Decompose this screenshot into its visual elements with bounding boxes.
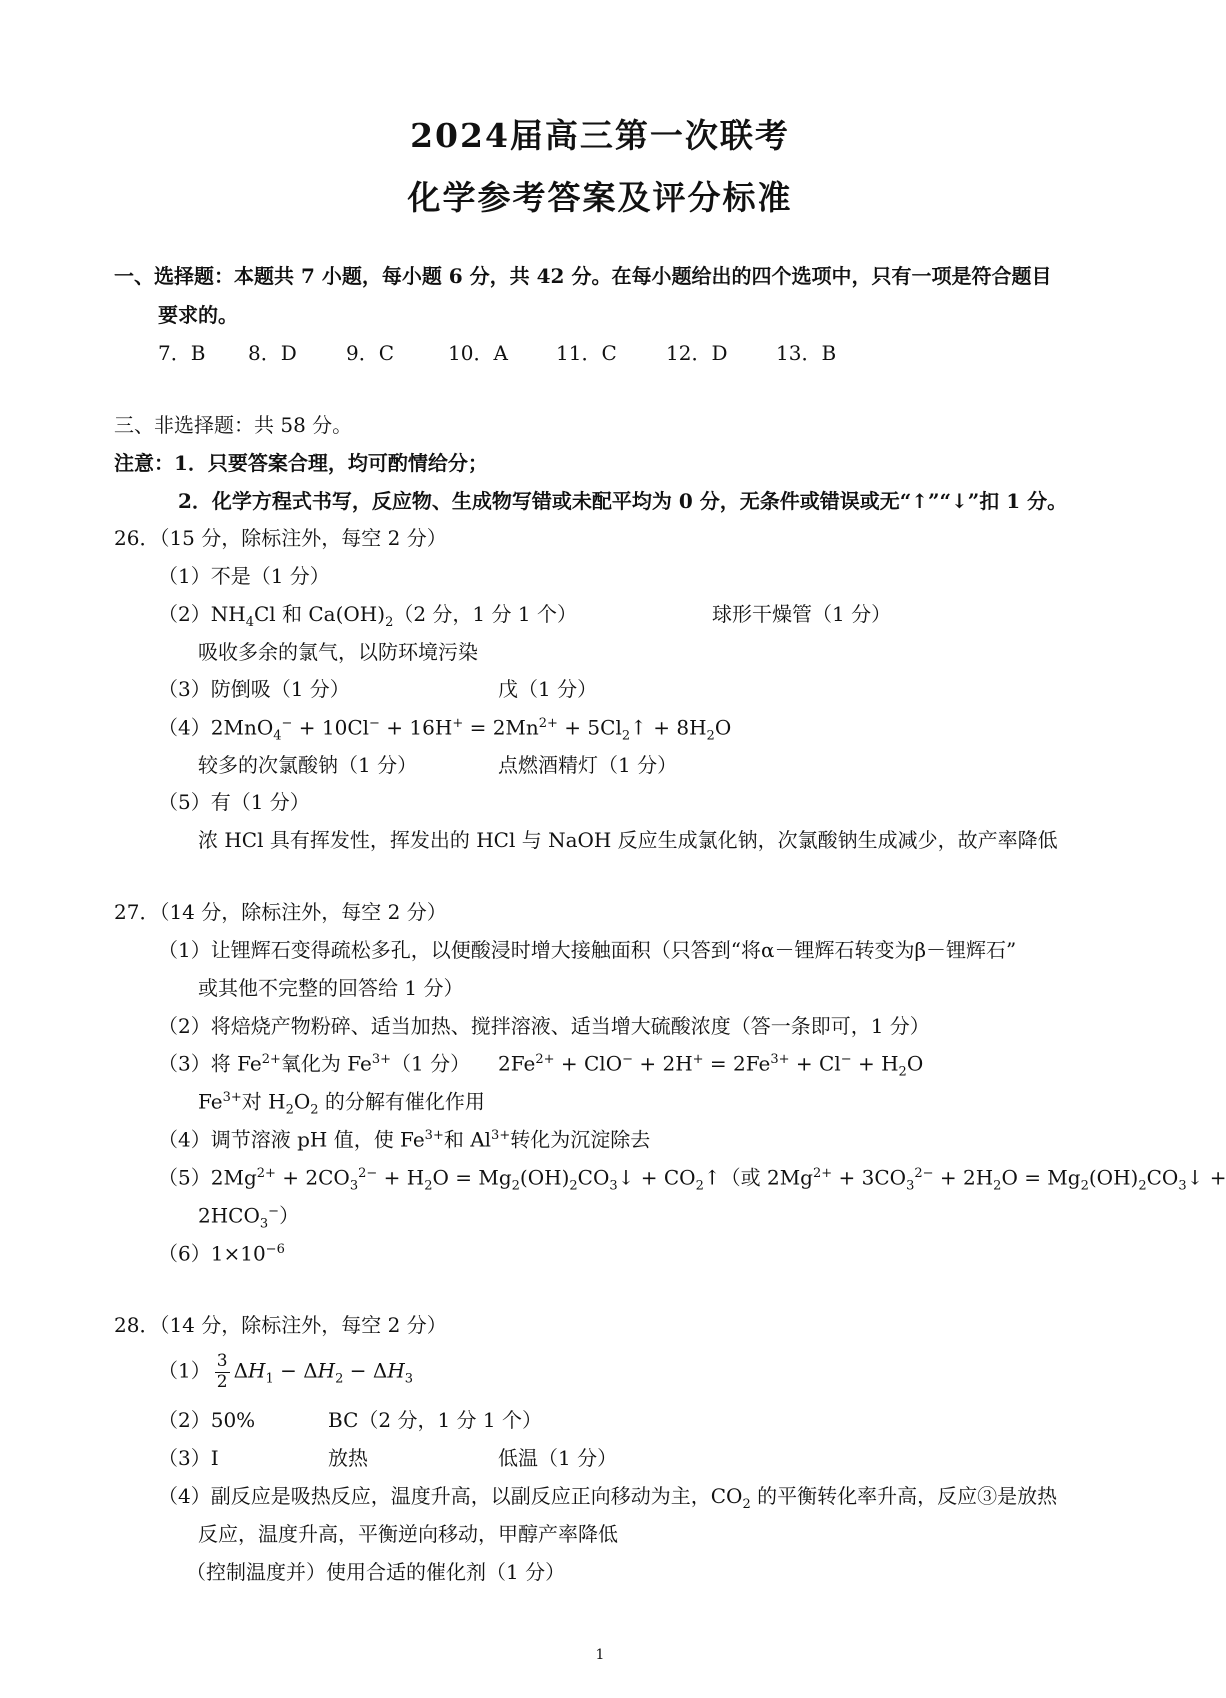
q26-answer-5a: （5）有（1 分） xyxy=(158,790,310,814)
q28-answer-2a: （2）50% xyxy=(158,1408,256,1432)
q26-answer-4c: 点燃酒精灯（1 分） xyxy=(498,753,678,777)
q26-answer-5b: 浓 HCl 具有挥发性，挥发出的 HCl 与 NaOH 反应生成氯化钠，次氯酸钠生成减少，故产率降低 xyxy=(198,828,1058,852)
page-number: 1 xyxy=(595,1647,605,1663)
mcq-answers xyxy=(158,343,836,363)
mcq-answer-8: 8．D xyxy=(248,341,297,365)
q26-header: 26．（15 分，除标注外，每空 2 分） xyxy=(114,526,447,550)
mcq-answer-9: 9．C xyxy=(346,341,395,365)
q26-answer-3a: （3）防倒吸（1 分） xyxy=(158,677,350,701)
q28-header: 28．（14 分，除标注外，每空 2 分） xyxy=(114,1313,447,1337)
mcq-answer-11: 11．C xyxy=(556,341,617,365)
q27-answer-2: （2）将焙烧产物粉碎、适当加热、搅拌溶液、适当增大硫酸浓度（答一条即可，1 分） xyxy=(158,1014,930,1038)
q27-answer-3c: $Fe^{3+}$对 $H_2O_2$ 的分解有催化作用 xyxy=(198,1089,485,1118)
mcq-answer-12: 12．D xyxy=(666,341,728,365)
note-1: 注意：1．只要答案合理，均可酌情给分； xyxy=(114,451,488,475)
mcq-answer-13: 13．B xyxy=(776,341,837,365)
q28-answer-4-method: （控制温度并）使用合适的催化剂（1 分） xyxy=(186,1560,566,1584)
q27-answer-6: $(6)1\times 10^{-6}$ xyxy=(158,1241,285,1266)
mcq-answer-7: 7．B xyxy=(158,341,206,365)
q28-answer-3c: 低温（1 分） xyxy=(498,1446,618,1470)
q28-answer-1: （1） $\frac{3}{2}$ $\Delta H_1 - \Delta H_2 - \Delta H_3$ xyxy=(158,1351,414,1392)
q26-answer-4b: 较多的次氯酸钠（1 分） xyxy=(198,753,418,777)
q26-answer-1: （1）不是（1 分） xyxy=(158,564,330,588)
q27-answer-3a: （3）将 $Fe^{2+}$氧化为 $Fe^{3+}(1$ 分） xyxy=(158,1051,471,1076)
q27-answer-1: （1）让锂辉石变得疏松多孔，以便酸浸时增大接触面积（只答到“将α－锂辉石转变为β－锂辉石” xyxy=(158,938,1017,962)
q28-answer-3b: 放热 xyxy=(328,1446,368,1470)
q26-answer-2: $(2)NH_4Cl$ 和 $Ca(OH)_2(2$ 分，1 分 1 个） xyxy=(158,602,577,630)
q26-answer-4-equation: $(4)2MnO_4^- + 10Cl^- + 16H^+ = 2Mn^{2+}$ + $5Cl_2↑ + 8H_2O$ xyxy=(158,715,732,744)
q27-answer-3-equation: $2Fe^{2+} + ClO^- + 2H^+ = 2Fe^{3+} + Cl^- + H_2O$ xyxy=(498,1051,924,1080)
mcq-answer-10: 10．A xyxy=(448,341,508,365)
section1-instructions-cont: 要求的。 xyxy=(158,303,238,327)
q28-answer-4: （4）副反应是吸热反应，温度升高，以副反应正向移动为主，$CO_2$ 的平衡转化率升高，反应③是放热 xyxy=(158,1484,1058,1512)
q27-answer-4: （4）调节溶液 pH 值，使 $Fe^{3+}$和 $Al^{3+}$转化为沉淀除去 xyxy=(158,1127,651,1152)
q26-answer-3b: 戊（1 分） xyxy=(498,677,598,701)
page-subtitle: 化学参考答案及评分标准 xyxy=(407,178,793,217)
section3-header: 三、非选择题：共 58 分。 xyxy=(114,413,353,437)
q28-answer-3a: （3）Ⅰ xyxy=(158,1446,219,1470)
section1-instructions: 一、选择题：本题共 7 小题，每小题 6 分，共 42 分。在每小题给出的四个选项中，只有一项是符合题目 xyxy=(114,264,1052,288)
q28-answer-4-cont: 反应，温度升高，平衡逆向移动，甲醇产率降低 xyxy=(198,1522,618,1546)
q26-answer-2-device: 球形干燥管（1 分） xyxy=(712,602,892,626)
note-2: 2．化学方程式书写，反应物、生成物写错或未配平均为 0 分，无条件或错误或无“↑”“↓”扣 1 分。 xyxy=(178,489,1068,513)
q28-answer-2b: BC（2 分，1 分 1 个） xyxy=(328,1408,542,1432)
page-title: 2024届高三第一次联考 xyxy=(410,116,790,155)
fraction: $\frac{3}{2}$ xyxy=(216,1351,228,1392)
q27-answer-1-cont: 或其他不完整的回答给 1 分） xyxy=(198,976,464,1000)
q27-answer-5-equation-cont: $2HCO_3^-$） xyxy=(198,1203,300,1232)
q27-header: 27．（14 分，除标注外，每空 2 分） xyxy=(114,900,447,924)
q26-answer-2-purpose: 吸收多余的氯气，以防环境污染 xyxy=(198,640,478,664)
q27-answer-5-equation: $(5)2Mg^{2+} + 2CO_3^{2-} + H_2O$ = $Mg_2(OH)_2CO_3↓$ + $CO_2↑$（或 $2Mg^{2+} + 3CO_3^{2-} + 2H_2O$ = $Mg_2(OH)_2CO_3↓$ + xyxy=(158,1165,1226,1194)
